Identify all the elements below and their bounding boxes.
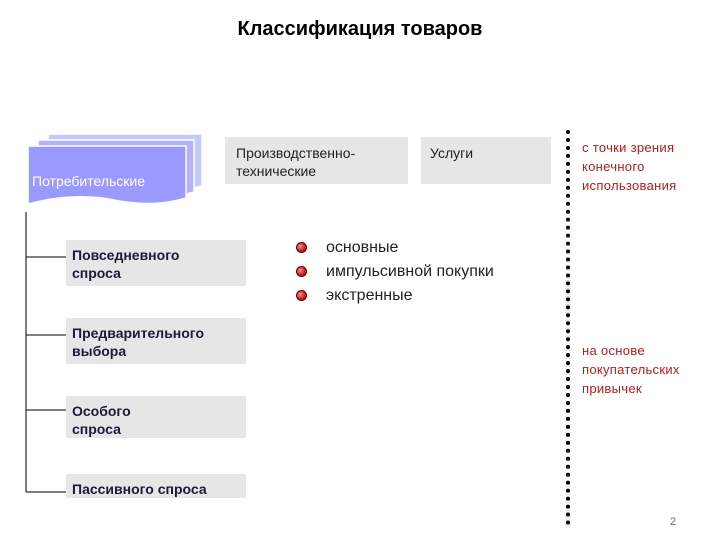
category-label-preselection: Предварительного выбора <box>72 325 205 359</box>
bullet-text: экстренные <box>326 287 413 304</box>
category-label-passive: Пассивного спроса <box>72 481 207 497</box>
bullet-text: основные <box>326 239 399 256</box>
category-label-special: Особого спроса <box>72 403 131 437</box>
bullet-text: импульсивной покупки <box>326 263 494 280</box>
bullet-list <box>296 236 556 308</box>
category-label-daily: Повседневного спроса <box>72 247 180 281</box>
bullet-icon <box>296 290 307 301</box>
dotted-divider <box>566 130 570 525</box>
industrial-label: Производственно-технические <box>236 145 356 179</box>
bullet-icon <box>296 242 307 253</box>
bullet-item <box>296 236 556 260</box>
bullet-item <box>296 260 556 284</box>
page-title: Классификация товаров <box>237 18 483 40</box>
consumer-label: Потребительские <box>32 173 145 189</box>
services-label: Услуги <box>430 145 474 161</box>
page-number: 2 <box>670 516 677 528</box>
note-buying-habits: на основе покупательских привычек <box>582 343 680 396</box>
bullet-icon <box>296 266 307 277</box>
note-end-use: с точки зрения конечного использования <box>582 140 677 193</box>
bullet-item <box>296 284 556 308</box>
